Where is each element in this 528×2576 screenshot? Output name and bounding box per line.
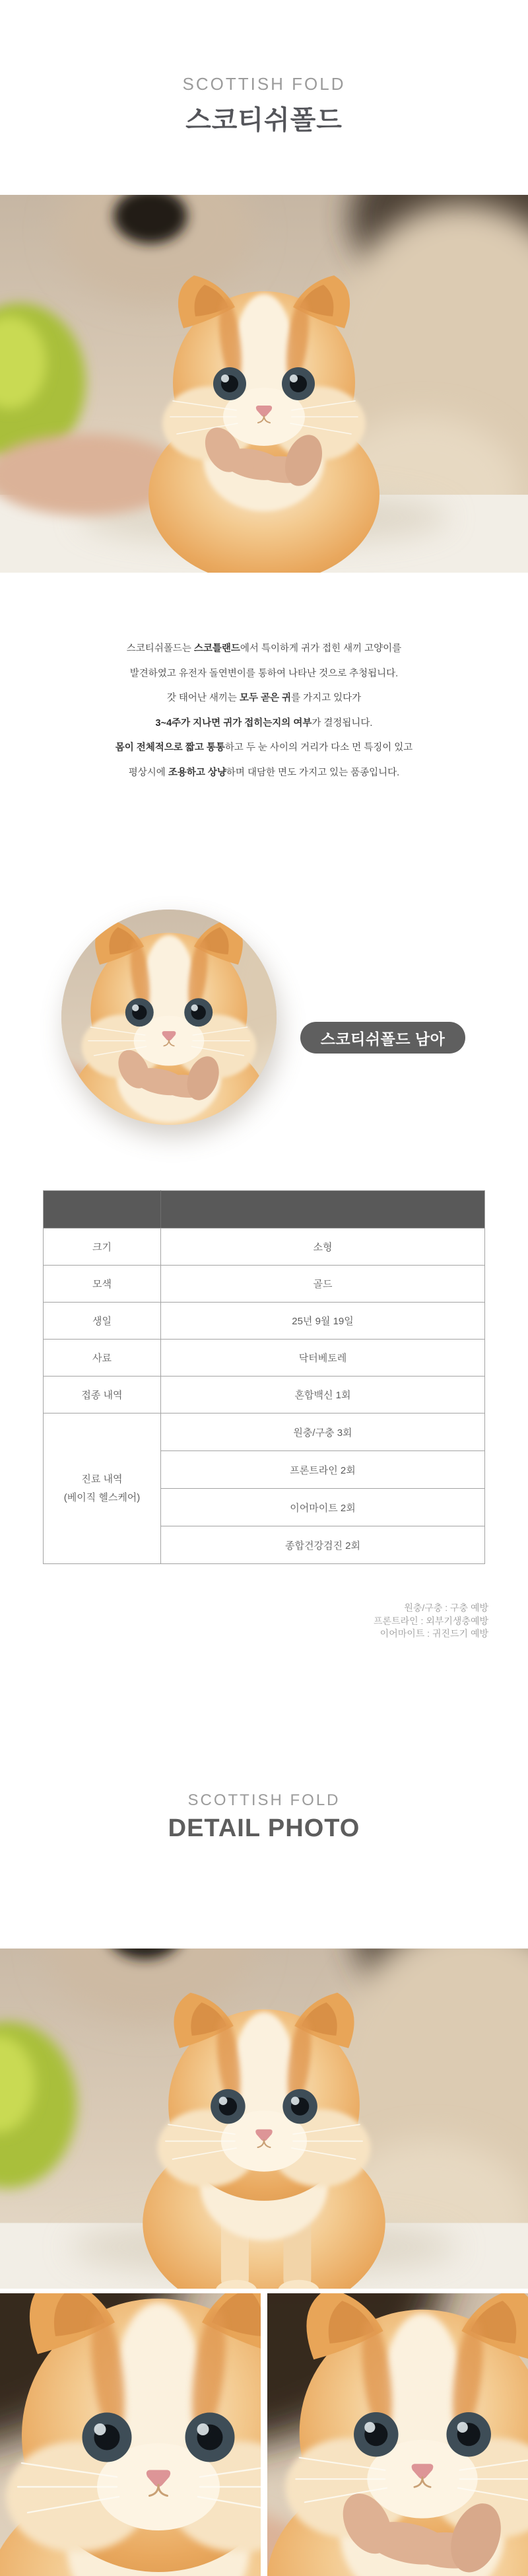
row-label: 접종 내역 [44, 1377, 161, 1413]
table-header-row [44, 1191, 485, 1229]
table-row [44, 1413, 485, 1451]
description-line: 갓 태어난 새끼는 모두 곧은 귀를 가지고 있다가 [166, 693, 362, 704]
row-value: 이어마이트 2회 [161, 1489, 485, 1526]
row-value: 프론트라인 2회 [161, 1451, 485, 1489]
group-row-label: 진료 내역 (베이직 헬스케어) [44, 1413, 161, 1564]
footnote-line: 원충/구충 : 구충 예방 [404, 1602, 488, 1613]
kitten-name-badge-label: 스코티쉬폴드 남아 [320, 1030, 446, 1048]
row-value: 종합건강검진 2회 [161, 1526, 485, 1564]
description-line: 발견하였고 유전자 돌연변이를 통하여 나타난 것으로 추청됩니다. [129, 668, 399, 679]
table-row [44, 1303, 485, 1340]
row-label: 사료 [44, 1340, 161, 1377]
row-value: 소형 [161, 1229, 485, 1266]
detail-kitten-photo-right [267, 2293, 528, 2576]
row-label: 크기 [44, 1229, 161, 1266]
footnote-line: 이어마이트 : 귀진드기 예방 [380, 1628, 488, 1639]
main-kitten-photo [0, 195, 528, 573]
table-row [44, 1377, 485, 1413]
description-line: 평상시에 조용하고 상냥하며 대담한 면도 가지고 있는 품종입니다. [128, 767, 400, 778]
kitten-name-badge [300, 1022, 465, 1054]
row-label: 모색 [44, 1266, 161, 1303]
page-title-ko: 스코티쉬폴드 [185, 106, 343, 135]
row-value: 닥터베토레 [161, 1340, 485, 1377]
footnotes [374, 1602, 488, 1641]
row-value: 원충/구충 3회 [161, 1413, 485, 1451]
kitten-photo-illustration [0, 2293, 261, 2576]
row-value: 혼합백신 1회 [161, 1377, 485, 1413]
detail-kitten-photo-left [0, 2293, 261, 2576]
kitten-photo-illustration [0, 1949, 528, 2289]
detail-title-main: DETAIL PHOTO [168, 1814, 360, 1842]
table-row [44, 1266, 485, 1303]
footnote-line: 프론트라인 : 외부기생충예방 [374, 1615, 488, 1626]
row-value: 25년 9월 19일 [161, 1303, 485, 1340]
description-line: 몸이 전체적으로 짧고 통통하고 두 눈 사이의 거리가 다소 먼 특징이 있고 [115, 742, 413, 754]
table-row [44, 1229, 485, 1266]
detail-kitten-photo [0, 1949, 528, 2289]
row-label: 생일 [44, 1303, 161, 1340]
breed-description [0, 637, 528, 786]
page-title-en: SCOTTISH FOLD [182, 74, 346, 94]
description-line: 스코티쉬폴드는 스코틀랜드에서 특이하게 귀가 접힌 새끼 고양이를 [126, 643, 402, 654]
row-value: 골드 [161, 1266, 485, 1303]
kitten-photo-illustration [61, 910, 277, 1125]
detail-title-en: SCOTTISH FOLD [187, 1791, 341, 1809]
profile-kitten-photo [61, 910, 277, 1125]
table-row [44, 1340, 485, 1377]
kitten-photo-illustration [0, 195, 528, 573]
description-line: 3~4주가 지나면 귀가 접히는지의 여부가 결정됩니다. [155, 717, 373, 729]
info-table [43, 1190, 485, 1564]
kitten-photo-illustration [267, 2293, 528, 2576]
